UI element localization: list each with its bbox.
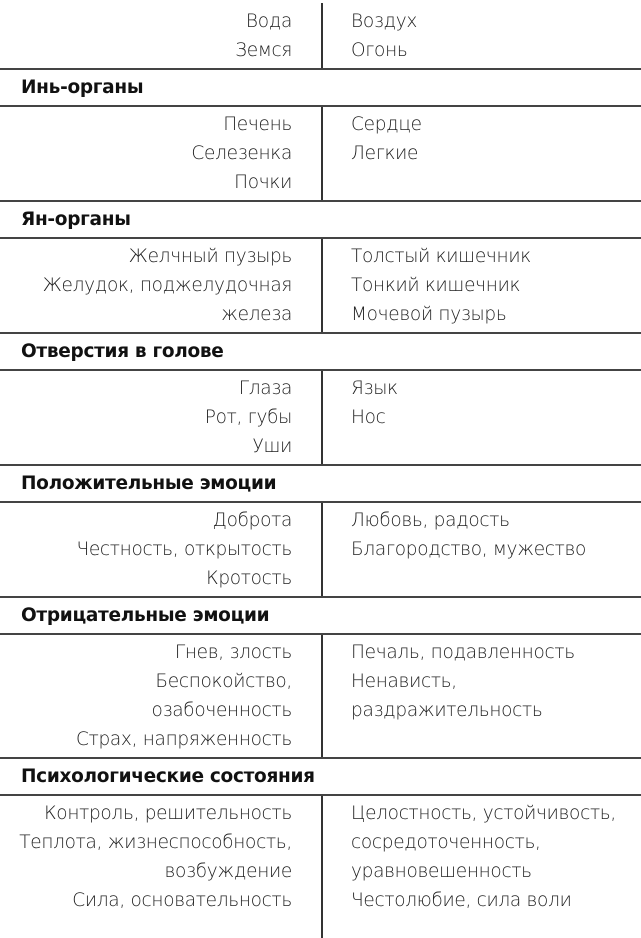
left-cell: Кротость — [206, 568, 292, 589]
column-divider — [321, 3, 323, 68]
left-cell: Вода — [245, 11, 292, 32]
right-cell: Мочевой пузырь — [351, 304, 507, 325]
left-cell: озабоченность — [151, 700, 292, 721]
section-negative-emotions — [0, 635, 641, 757]
left-cell: Контроль, решительность — [44, 803, 292, 824]
left-cell: Глаза — [238, 378, 292, 399]
column-divider — [321, 107, 323, 200]
right-cell: Сердце — [351, 114, 422, 135]
left-cell: Страх, напряженность — [75, 729, 292, 750]
right-cell: Воздух — [351, 11, 418, 32]
right-cell: раздражительность — [351, 700, 543, 721]
right-cell: Язык — [351, 378, 398, 399]
section-header-yin-organs: Инь-органы — [0, 68, 641, 107]
left-cell: Желчный пузырь — [128, 246, 292, 267]
right-cell: Легкие — [351, 143, 419, 164]
right-cell — [322, 564, 641, 593]
left-cell: Уши — [252, 436, 292, 457]
section-yin-organs — [0, 107, 641, 200]
left-cell: железа — [221, 304, 292, 325]
column-divider — [321, 635, 323, 757]
right-cell: Благородство, мужество — [351, 539, 587, 560]
right-cell: Толстый кишечник — [351, 246, 531, 267]
left-cell: Сила, основательность — [72, 890, 292, 911]
right-cell: Огонь — [351, 40, 408, 61]
column-divider — [321, 503, 323, 596]
left-cell: Рот, губы — [204, 407, 292, 428]
section-header-head-openings: Отверстия в голове — [0, 332, 641, 371]
section-positive-emotions — [0, 503, 641, 596]
left-cell: Теплота, жизнеспособность, — [19, 832, 292, 853]
right-cell: Целостность, устойчивость, — [351, 803, 616, 824]
right-cell — [322, 432, 641, 461]
section-header-positive-emotions: Положительные эмоции — [0, 464, 641, 503]
right-cell: Нос — [351, 407, 386, 428]
left-cell: Селезенка — [191, 143, 292, 164]
right-cell: Тонкий кишечник — [351, 275, 521, 296]
column-divider — [321, 796, 323, 938]
left-cell: Беспокойство, — [155, 671, 292, 692]
section-head-openings — [0, 371, 641, 464]
right-cell: Печаль, подавленность — [351, 642, 575, 663]
section-header-yang-organs: Ян-органы — [0, 200, 641, 239]
section-elements — [0, 0, 641, 68]
left-cell: Почки — [234, 172, 292, 193]
section-psychological-states — [0, 796, 641, 918]
right-cell — [322, 725, 641, 754]
left-cell: возбуждение — [164, 861, 292, 882]
left-cell: Честность, открытость — [76, 539, 292, 560]
right-cell: уравновешенность — [351, 861, 532, 882]
left-cell: Доброта — [212, 510, 292, 531]
section-yang-organs — [0, 239, 641, 332]
right-cell: сосредоточенность, — [351, 832, 541, 853]
section-header-negative-emotions: Отрицательные эмоции — [0, 596, 641, 635]
left-cell: Земся — [235, 40, 292, 61]
left-cell: Желудок, поджелудочная — [42, 275, 292, 296]
left-cell: Гнев, злость — [174, 642, 292, 663]
section-header-psychological-states: Психологические состояния — [0, 757, 641, 796]
column-divider — [321, 239, 323, 332]
right-cell: Ненависть, — [351, 671, 457, 692]
right-cell — [322, 168, 641, 197]
right-cell: Любовь, радость — [351, 510, 510, 531]
right-cell: Честолюбие, сила воли — [351, 890, 572, 911]
column-divider — [321, 371, 323, 464]
left-cell: Печень — [223, 114, 292, 135]
